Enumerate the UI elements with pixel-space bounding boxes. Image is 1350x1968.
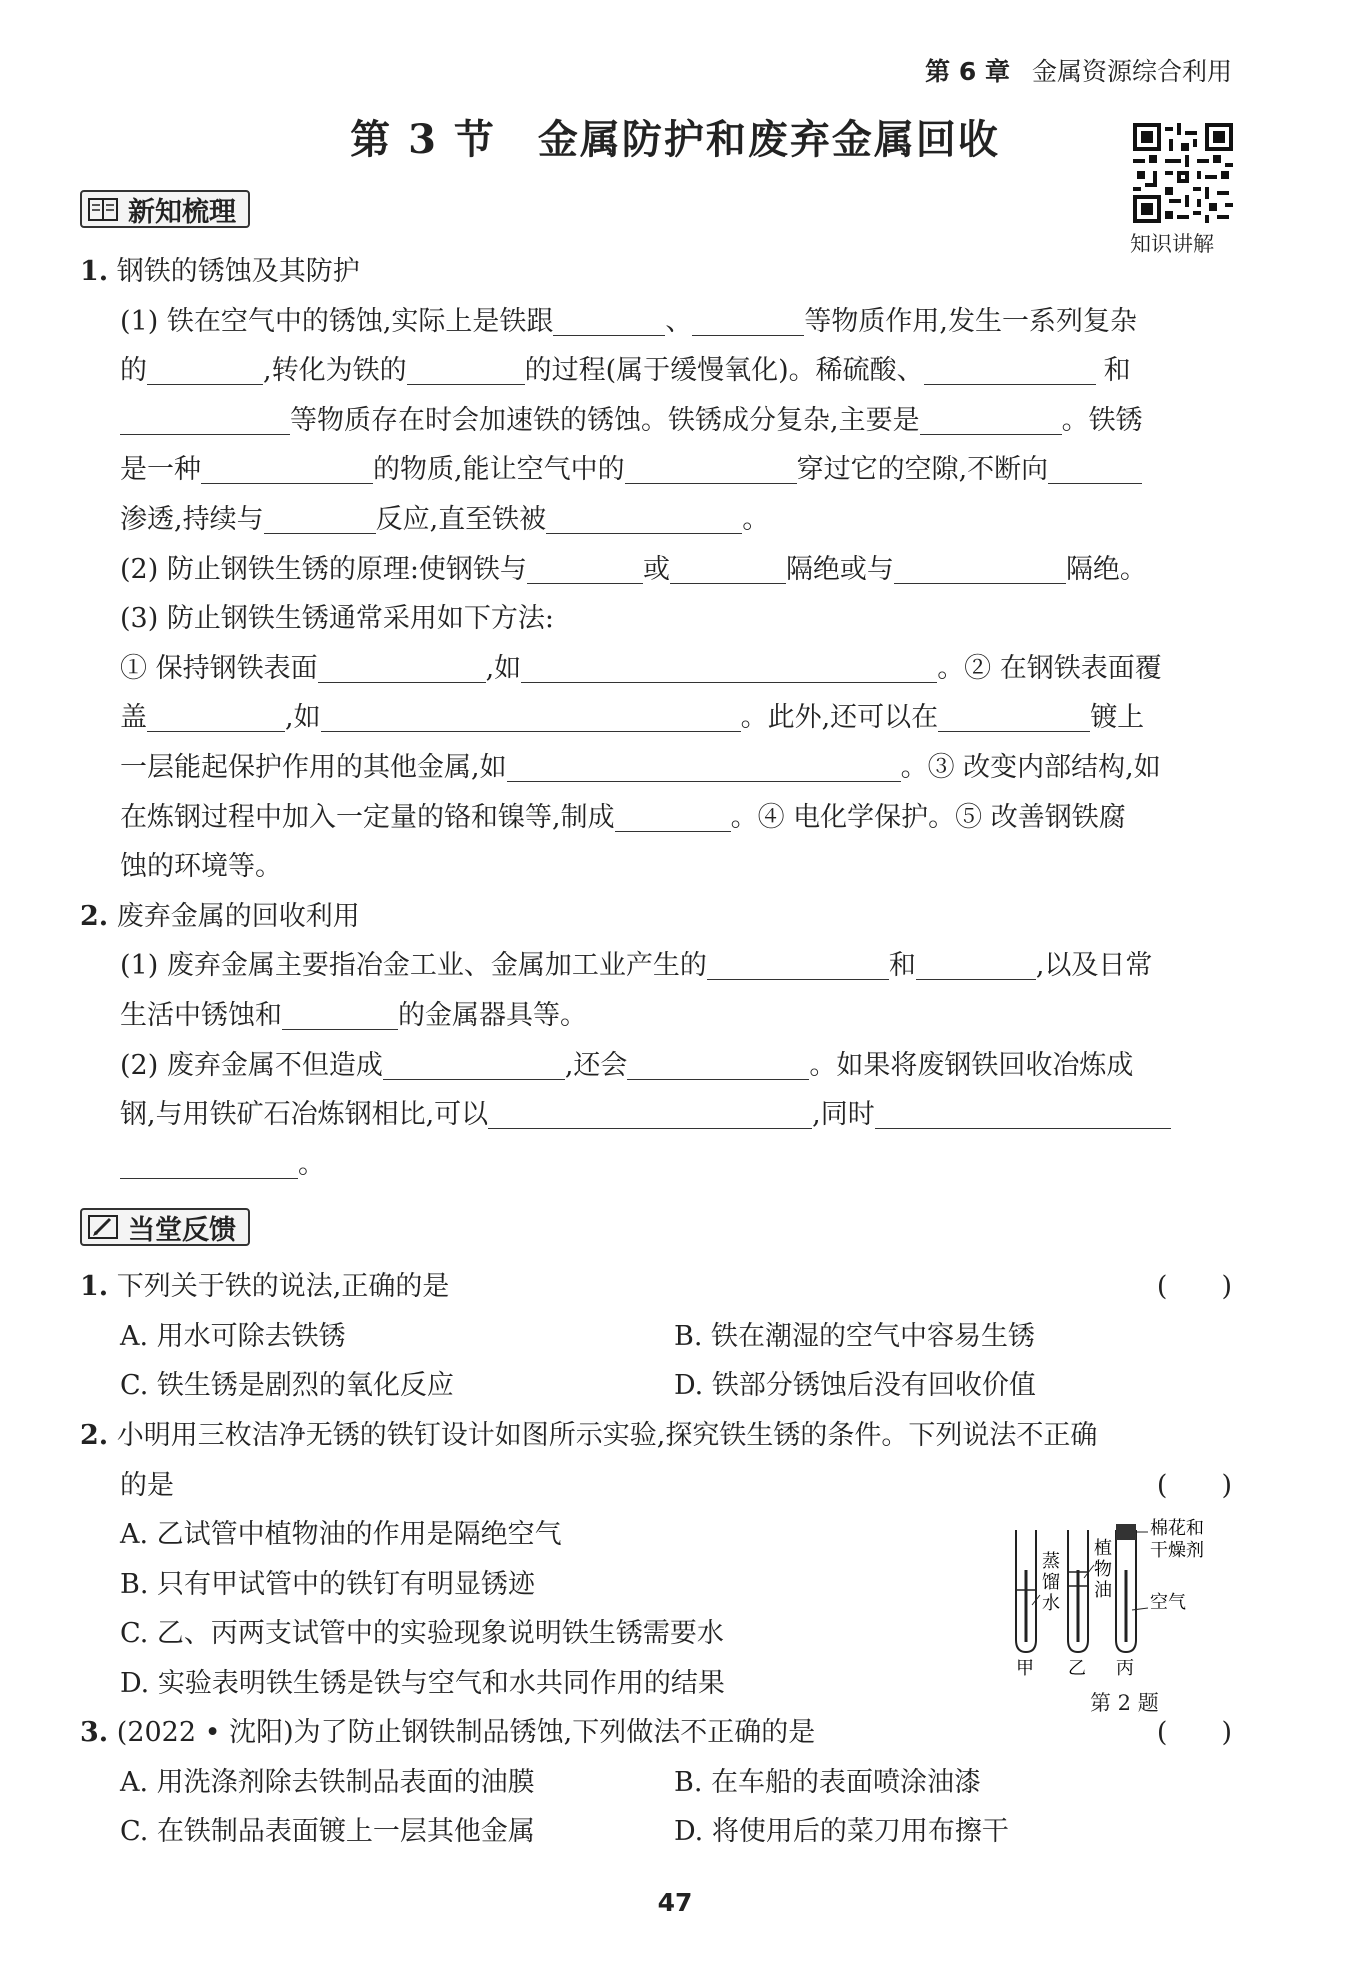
option-d[interactable]: D. 实验表明铁生锈是铁与空气和水共同作用的结果 [120, 1667, 725, 1699]
label-water-3: 水 [1042, 1593, 1060, 1614]
label-water-1: 蒸 [1042, 1551, 1060, 1572]
text-span: (2) 废弃金属不但造成 [120, 1049, 383, 1081]
text-span: ,转化为铁的 [263, 355, 407, 387]
rust-experiment-figure [1008, 1510, 1248, 1680]
answer-parentheses[interactable]: ( ) [1156, 1271, 1232, 1302]
text-span: 。③ 改变内部结构,如 [900, 751, 1161, 783]
options-row [80, 1758, 1232, 1808]
label-oil-2: 物 [1094, 1559, 1112, 1580]
text-span: 。 [298, 1148, 325, 1180]
blank[interactable] [692, 305, 804, 336]
option-b[interactable]: B. 铁在潮湿的空气中容易生锈 [674, 1320, 1036, 1352]
chapter-number: 第 6 章 [925, 57, 1010, 86]
blank[interactable] [521, 652, 937, 683]
text-span: 一层能起保护作用的其他金属,如 [120, 751, 507, 783]
option-c[interactable]: C. 铁生锈是剧烈的氧化反应 [120, 1370, 454, 1401]
question-number: 3. [80, 1717, 109, 1748]
question-stem-row [80, 1262, 1232, 1312]
blank[interactable] [625, 453, 797, 484]
label-jia: 甲 [1016, 1658, 1034, 1679]
option-a[interactable]: A. 用水可除去铁锈 [120, 1320, 346, 1352]
text-span: ,如 [285, 702, 321, 734]
section-label-text: 新知梳理 [128, 196, 236, 228]
label-oil-3: 油 [1094, 1580, 1112, 1601]
text-span: 的 [120, 355, 147, 387]
text-span: ① 保持钢铁表面 [120, 652, 318, 684]
text-span: 渗透,持续与 [120, 503, 264, 535]
text-span: 的物质,能让空气中的 [373, 454, 625, 486]
option-a[interactable]: A. 乙试管中植物油的作用是隔绝空气 [120, 1519, 562, 1550]
text-span: 。④ 电化学保护。⑤ 改善钢铁腐 [730, 801, 1126, 833]
text-span: ,还会 [564, 1049, 628, 1081]
text-span: 穿过它的空隙,不断向 [796, 454, 1049, 486]
blank[interactable] [920, 404, 1062, 435]
page-number: 47 [657, 1888, 693, 1917]
chapter-title: 金属资源综合利用 [1031, 57, 1232, 86]
knowledge-item-1 [80, 247, 1232, 1189]
pencil-note-icon [88, 1214, 118, 1240]
text-span: 等物质作用,发生一系列复杂 [804, 305, 1138, 337]
text-span: 的金属器具等。 [398, 999, 587, 1031]
text-span: ,以及日常 [1035, 950, 1153, 982]
qr-label: 知识讲解 [1130, 232, 1214, 256]
blank[interactable] [615, 801, 731, 832]
blank[interactable] [507, 751, 901, 782]
label-water-2: 馏 [1042, 1572, 1060, 1593]
answer-parentheses[interactable]: ( ) [1156, 1717, 1232, 1748]
figure-caption: 第 2 题 [1090, 1691, 1159, 1715]
question-number: 1. [80, 1271, 109, 1302]
blank[interactable] [916, 949, 1036, 980]
text-span: 和 [888, 950, 916, 982]
question-stem-row [80, 1411, 1232, 1461]
label-air: 空气 [1150, 1592, 1186, 1613]
question-stem-row [80, 1708, 1232, 1758]
blank[interactable] [546, 503, 742, 534]
options-row [80, 1807, 1232, 1857]
item-heading: 废弃金属的回收利用 [116, 900, 360, 932]
blank[interactable] [527, 553, 643, 584]
question-3 [80, 1708, 1232, 1857]
option-c[interactable]: C. 乙、丙两支试管中的实验现象说明铁生锈需要水 [120, 1618, 724, 1649]
text-span: 和 [1103, 355, 1131, 387]
blank[interactable] [553, 305, 665, 336]
blank[interactable] [282, 999, 398, 1030]
blank[interactable] [627, 1049, 809, 1080]
text-span: 镀上 [1090, 702, 1145, 734]
text-span: 隔绝。 [1065, 553, 1147, 585]
answer-parentheses[interactable]: ( ) [1156, 1469, 1232, 1501]
chapter-header [925, 52, 1232, 88]
blank[interactable] [120, 1148, 298, 1179]
text-span: 盖 [120, 702, 147, 734]
text-span: 、 [665, 305, 693, 337]
blank[interactable] [407, 354, 525, 385]
option-d[interactable]: D. 将使用后的菜刀用布擦干 [674, 1816, 1009, 1847]
option-b[interactable]: B. 只有甲试管中的铁钉有明显锈迹 [120, 1568, 536, 1600]
label-cotton-1: 棉花和 [1150, 1518, 1204, 1539]
text-span: 蚀的环境等。 [120, 851, 282, 883]
text-span: 或 [642, 553, 670, 585]
text-span: (2) 防止钢铁生锈的原理:使钢铁与 [120, 553, 527, 585]
text-span: 的过程(属于缓慢氧化)。稀硫酸、 [524, 355, 924, 387]
blank[interactable] [488, 1098, 812, 1129]
question-stem-row [80, 1461, 1232, 1511]
text-span: 等物质存在时会加速铁的锈蚀。铁锈成分复杂,主要是 [290, 404, 920, 436]
blank[interactable] [321, 701, 741, 732]
text-span: 生活中锈蚀和 [120, 999, 282, 1031]
item-number: 1. [80, 256, 109, 287]
item-heading: 钢铁的锈蚀及其防护 [116, 256, 360, 287]
blank[interactable] [894, 553, 1066, 584]
text-span: ,同时 [812, 1099, 875, 1131]
question-stem: 小明用三枚洁净无锈的铁钉设计如图所示实验,探究铁生锈的条件。下列说法不正确 [116, 1420, 1098, 1451]
section-title: 第 3 节 金属防护和废弃金属回收 [350, 116, 1000, 163]
option-d[interactable]: D. 铁部分锈蚀后没有回收价值 [674, 1370, 1036, 1401]
blank[interactable] [707, 949, 889, 980]
label-oil-1: 植 [1094, 1538, 1112, 1559]
section-label-text: 当堂反馈 [128, 1214, 236, 1246]
text-span: 。 [742, 503, 770, 535]
blank[interactable] [201, 453, 373, 484]
text-span: 。② 在钢铁表面覆 [937, 652, 1162, 684]
blank[interactable] [1048, 453, 1142, 484]
option-a[interactable]: A. 用洗涤剂除去铁制品表面的油膜 [120, 1766, 535, 1798]
option-c[interactable]: C. 在铁制品表面镀上一层其他金属 [120, 1816, 535, 1847]
blank[interactable] [120, 404, 290, 435]
question-1 [80, 1262, 1232, 1411]
text-span: 钢,与用铁矿石冶炼钢相比,可以 [120, 1099, 489, 1131]
item-number: 2. [80, 900, 109, 932]
qr-code[interactable] [1133, 123, 1233, 223]
blank[interactable] [147, 354, 263, 385]
blank[interactable] [147, 701, 285, 732]
cotton-plug [1116, 1524, 1136, 1540]
text-span: 反应,直至铁被 [375, 503, 547, 535]
label-cotton-2: 干燥剂 [1150, 1540, 1204, 1561]
option-b[interactable]: B. 在车船的表面喷涂油漆 [674, 1766, 982, 1798]
options-row [80, 1361, 1232, 1411]
blank[interactable] [938, 701, 1090, 732]
options-row [80, 1312, 1232, 1362]
text-span: 隔绝或与 [785, 553, 894, 585]
text-span: 。此外,还可以在 [740, 702, 939, 734]
text-span: ,如 [485, 652, 522, 684]
text-span: 。如果将废钢铁回收冶炼成 [809, 1049, 1134, 1081]
label-yi: 乙 [1068, 1658, 1086, 1679]
label-bing: 丙 [1116, 1658, 1134, 1679]
section-label-feedback [80, 1208, 250, 1246]
text-span: 是一种 [120, 454, 201, 486]
question-stem: (2022 • 沈阳)为了防止钢铁制品锈蚀,下列做法不正确的是 [116, 1717, 816, 1748]
question-stem: 下列关于铁的说法,正确的是 [116, 1271, 450, 1302]
text-span: 。铁锈 [1061, 404, 1143, 436]
blank[interactable] [875, 1098, 1171, 1129]
blank[interactable] [670, 553, 786, 584]
blank[interactable] [264, 503, 376, 534]
text-span: 在炼钢过程中加入一定量的铬和镍等,制成 [120, 801, 615, 833]
question-number: 2. [80, 1420, 109, 1451]
text-span: (1) 废弃金属主要指冶金工业、金属加工业产生的 [120, 950, 707, 982]
blank[interactable] [318, 652, 486, 683]
text-span: (1) 铁在空气中的锈蚀,实际上是铁跟 [120, 305, 554, 337]
section-label-new-knowledge [80, 190, 250, 228]
blank[interactable] [924, 354, 1096, 385]
text-span: (3) 防止钢铁生锈通常采用如下方法: [120, 603, 554, 635]
book-icon [88, 196, 118, 222]
question-stem-cont: 的是 [120, 1469, 174, 1501]
blank[interactable] [383, 1049, 565, 1080]
